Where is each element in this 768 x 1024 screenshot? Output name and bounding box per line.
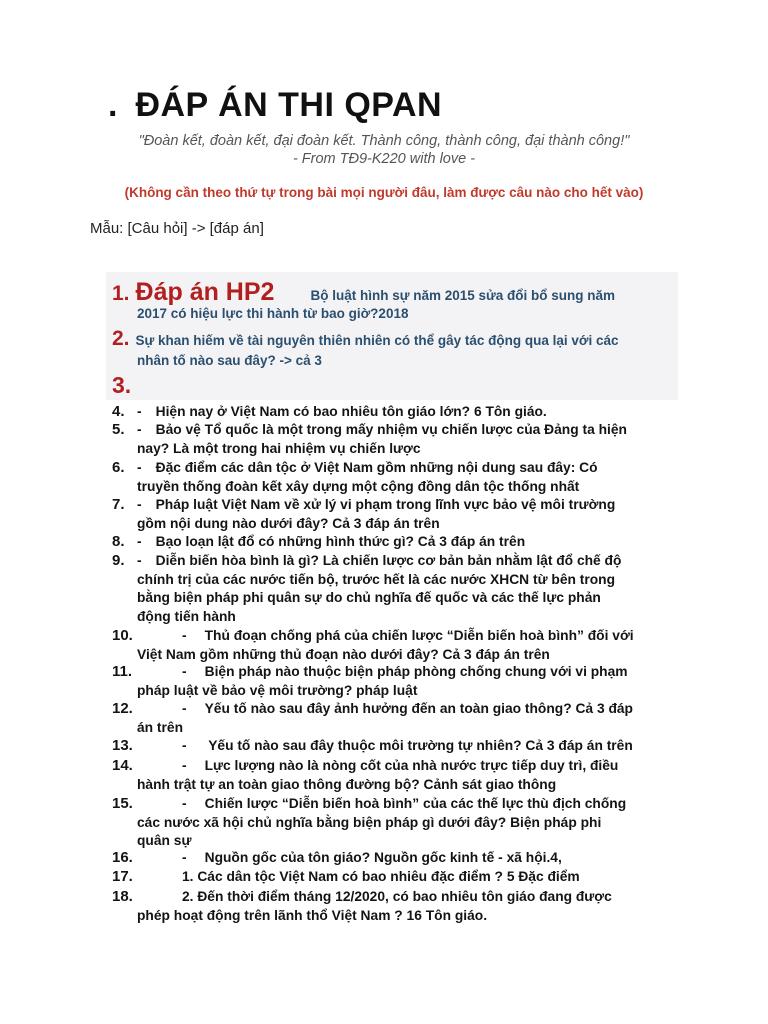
question-line: Hiện nay ở Việt Nam có bao nhiêu tôn giáo lớn? 6 Tôn giáo. xyxy=(155,404,547,419)
quote-line-2: - From TĐ9-K220 with love - xyxy=(292,151,476,167)
question-text xyxy=(137,663,689,700)
question-line: Yếu tố nào sau đây ảnh hưởng đến an toàn giao thông? Cả 3 đáp xyxy=(204,701,633,716)
question-number: 4. xyxy=(112,403,125,420)
question-dash: - xyxy=(182,701,187,716)
question-line: truyền thống đoàn kết xây dựng một cộng đồng dân tộc thống nhất xyxy=(137,478,580,494)
question-line: Thủ đoạn chống phá của chiến lược “Diễn biến hoà bình” đối với xyxy=(204,628,634,643)
question-line: 1. Các dân tộc Việt Nam có bao nhiêu đặc điểm ? 5 Đặc điểm xyxy=(182,869,580,884)
question-line: Yếu tố nào sau đây thuộc môi trường tự nhiên? Cả 3 đáp án trên xyxy=(204,738,633,753)
question-text xyxy=(137,627,689,664)
question-line: chính trị của các nước tiến bộ, trước hết là các nước XHCN từ bên trong xyxy=(137,571,616,587)
question-line: quân sự xyxy=(137,833,192,848)
question-dash: - xyxy=(182,738,187,753)
question-dash: - xyxy=(137,553,142,568)
question-line: Đặc điểm các dân tộc ở Việt Nam gồm những nội dung sau đây: Có xyxy=(155,460,598,475)
question-line: các nước xã hội chủ nghĩa bằng biện pháp gì dưới đây? Biện pháp phi xyxy=(137,814,602,830)
question-line: 2. Đến thời điểm tháng 12/2020, có bao nhiêu tôn giáo đang được xyxy=(182,889,612,904)
page-title: ĐÁP ÁN THI QPAN xyxy=(135,86,443,124)
question-line: Bảo vệ Tổ quốc là một trong mấy nhiệm vụ chiến lược của Đảng ta hiện xyxy=(155,422,627,437)
question-dash: - xyxy=(182,796,187,811)
hp2-item-2-number: 2. xyxy=(112,327,130,350)
question-line: Việt Nam gồm những thủ đoạn nào dưới đây? Cả 3 đáp án trên xyxy=(137,646,550,662)
question-text xyxy=(137,737,689,756)
question-dash: - xyxy=(182,758,187,773)
question-dash: - xyxy=(137,534,142,549)
hp2-item-1-text-b: 2017 có hiệu lực thi hành từ bao giờ?2018 xyxy=(137,306,409,321)
question-number: 12. xyxy=(112,700,133,717)
question-line: pháp luật về bảo vệ môi trường? pháp luật xyxy=(137,682,418,698)
question-dash: - xyxy=(137,460,142,475)
question-number: 16. xyxy=(112,849,133,866)
question-number: 5. xyxy=(112,421,125,438)
title-row xyxy=(108,86,442,125)
question-number: 11. xyxy=(112,663,133,680)
question-number: 17. xyxy=(112,868,133,885)
question-text xyxy=(137,533,689,552)
question-text xyxy=(137,700,689,737)
title-bullet: . xyxy=(108,86,118,124)
question-number: 10. xyxy=(112,627,133,644)
question-text xyxy=(137,421,689,458)
hp2-item-1-number: 1. xyxy=(112,282,130,305)
question-line: án trên xyxy=(137,719,183,735)
hp2-heading: Đáp án HP2 xyxy=(135,278,275,306)
question-line: Nguồn gốc của tôn giáo? Nguồn gốc kinh tế - xã hội.4, xyxy=(204,850,562,865)
question-line: nay? Là một trong hai nhiệm vụ chiến lược xyxy=(137,440,421,456)
question-line: bằng biện pháp phi quân sự do chủ nghĩa đế quốc và các thế lực phản xyxy=(137,590,601,605)
question-line: Lực lượng nào là nòng cốt của nhà nước trực tiếp duy trì, điều xyxy=(204,758,619,773)
question-dash: - xyxy=(137,404,142,419)
question-text xyxy=(137,849,689,868)
question-line: Pháp luật Việt Nam về xử lý vi phạm trong lĩnh vực bảo vệ môi trường xyxy=(155,497,616,512)
hp2-item-2 xyxy=(112,327,619,351)
question-number: 13. xyxy=(112,737,133,754)
question-text xyxy=(137,868,689,887)
quote-line-1: "Đoàn kết, đoàn kết, đại đoàn kết. Thành công, thành công, đại thành công!" xyxy=(138,133,630,149)
hp2-item-3 xyxy=(112,372,131,399)
question-line: Bạo loạn lật đổ có những hình thức gì? Cả 3 đáp án trên xyxy=(155,534,526,549)
question-dash: - xyxy=(137,497,142,512)
hp2-item-1 xyxy=(112,278,615,307)
question-dash: - xyxy=(137,422,142,437)
question-dash: - xyxy=(182,850,187,865)
instruction-note: (Không cần theo thứ tự trong bài mọi người đâu, làm được câu nào cho hết vào) xyxy=(124,185,644,200)
question-line: Diễn biến hòa bình là gì? Là chiến lược cơ bản bản nhằm lật đổ chế độ xyxy=(155,553,622,568)
question-number: 8. xyxy=(112,533,125,550)
question-text xyxy=(137,496,689,533)
question-line: động tiến hành xyxy=(137,608,236,624)
question-text xyxy=(137,795,689,851)
question-number: 9. xyxy=(112,552,125,569)
question-text xyxy=(137,403,689,422)
question-dash: - xyxy=(182,628,187,643)
hp2-item-1-text-a: Bộ luật hình sự năm 2015 sửa đổi bổ sung năm xyxy=(310,288,616,303)
question-text xyxy=(137,552,689,626)
question-number: 18. xyxy=(112,888,133,905)
question-dash: - xyxy=(182,664,187,679)
question-line: gồm nội dung nào dưới đây? Cả 3 đáp án trên xyxy=(137,515,440,531)
question-line: hành trật tự an toàn giao thông đường bộ? Cảnh sát giao thông xyxy=(137,776,557,792)
question-number: 7. xyxy=(112,496,125,513)
question-text xyxy=(137,459,689,496)
question-text xyxy=(137,757,689,794)
question-line: phép hoạt động trên lãnh thổ Việt Nam ? 16 Tôn giáo. xyxy=(137,907,488,923)
hp2-item-2-text-a: Sự khan hiếm về tài nguyên thiên nhiên có thể gây tác động qua lại với các xyxy=(135,333,619,348)
format-sample: Mẫu: [Câu hỏi] -> [đáp án] xyxy=(90,220,264,237)
question-line: Biện pháp nào thuộc biện pháp phòng chống chung với vi phạm xyxy=(204,664,628,679)
question-number: 15. xyxy=(112,795,133,812)
hp2-item-2-text-b: nhân tố nào sau đây? -> cả 3 xyxy=(137,353,322,368)
question-number: 14. xyxy=(112,757,133,774)
question-number: 6. xyxy=(112,459,125,476)
hp2-item-3-number: 3. xyxy=(112,372,132,398)
question-line: Chiến lược “Diễn biến hoà bình” của các thế lực thù địch chống xyxy=(204,796,627,811)
question-text xyxy=(137,888,689,925)
